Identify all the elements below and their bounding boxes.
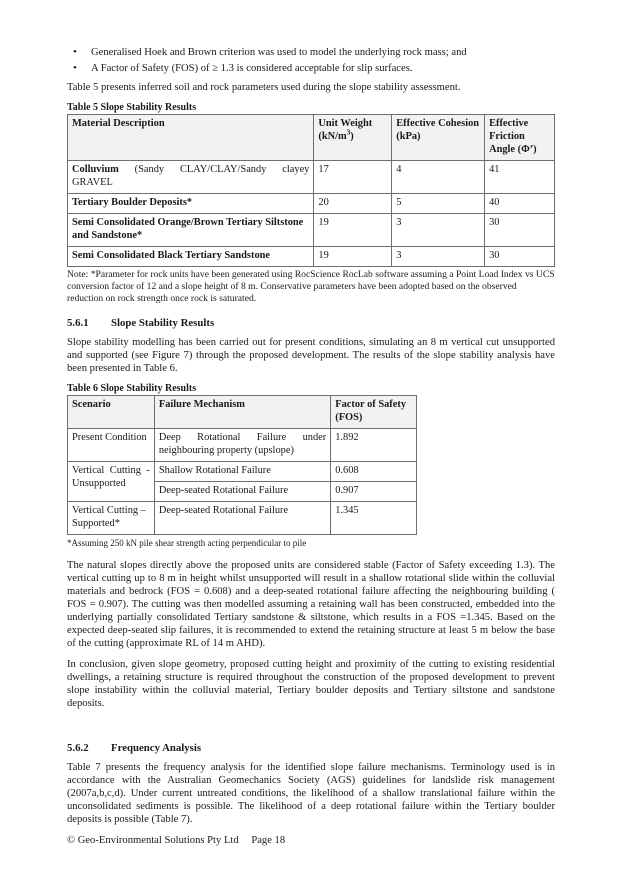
fos-cell: 1.345	[331, 502, 417, 535]
list-item: • A Factor of Safety (FOS) of ≥ 1.3 is considered acceptable for slip surfaces.	[67, 62, 555, 75]
cohesion-cell: 5	[392, 194, 485, 214]
section-5-6-1-paragraph: Slope stability modelling has been carried out for present conditions, simulating an 8 m vertical cut unsupported and supported (see Figure 7) through the proposed development. The results of the slope stability analysis have been presented in Table 6.	[67, 337, 555, 374]
table-row	[68, 429, 417, 462]
table5-slope-parameters	[67, 114, 555, 267]
fos-cell: 1.892	[331, 429, 417, 462]
table6-note: *Assuming 250 kN pile shear strength acting perpendicular to pile	[67, 538, 307, 548]
friction-cell: 40	[485, 194, 555, 214]
friction-cell: 30	[485, 247, 555, 267]
section-heading-5-6-2: 5.6.2 Frequency Analysis	[67, 742, 202, 754]
table6-slope-stability-results	[67, 395, 417, 535]
mechanism-cell: Deep-seated Rotational Failure	[154, 502, 330, 535]
table-header-row	[68, 115, 555, 161]
list-item: • Generalised Hoek and Brown criterion was used to model the underlying rock mass; and	[67, 46, 555, 59]
col-factor-of-safety: Factor of Safety (FOS)	[331, 396, 417, 429]
cohesion-cell: 3	[392, 214, 485, 247]
col-effective-friction-angle: Effective Friction Angle (Φ’)	[485, 115, 555, 161]
col-unit-weight: Unit Weight $(kN/m^3)$	[314, 115, 392, 161]
conclusion-paragraph: In conclusion, given slope geometry, proposed cutting height and proximity of the cutting to existing residential dwellings, a retaining structure is required throughout the construction of the proposed development to prevent slope instability within the colluvial material, Tertiary boulder deposits and Tertiary siltstone and sandstone deposits.	[67, 659, 555, 709]
scenario-cell: Vertical Cutting - Unsupported	[68, 462, 155, 502]
scenario-cell: Present Condition	[68, 429, 155, 462]
cohesion-cell: 3	[392, 247, 485, 267]
fos-cell: 0.608	[331, 462, 417, 482]
friction-cell: 41	[485, 161, 555, 194]
assumption-list	[67, 46, 555, 75]
document-page	[67, 46, 555, 826]
scenario-cell: Vertical Cutting – Supported*	[68, 502, 155, 535]
table-row	[68, 247, 555, 267]
material-cell: Colluvium (Sandy CLAY/CLAY/Sandy clayey GRAVEL	[68, 161, 314, 194]
friction-cell: 30	[485, 214, 555, 247]
footer-copyright: © Geo-Environmental Solutions Pty Ltd	[67, 835, 239, 846]
table5-note: Note: *Parameter for rock units have been generated using RocScience RocLab software assuming a Point Load Index vs UCS conversion factor of 12 and a slope height of 8 m. Conservative parameters have been adopted based on the observed reduction on rock strength once rock is saturated.	[67, 269, 555, 304]
mechanism-cell: Deep-seated Rotational Failure	[154, 482, 330, 502]
table-header-row	[68, 396, 417, 429]
col-scenario: Scenario	[68, 396, 155, 429]
table-row	[68, 161, 555, 194]
table-row	[68, 194, 555, 214]
table-row	[68, 214, 555, 247]
mechanism-cell: Deep Rotational Failure under neighbouring property (upslope)	[154, 429, 330, 462]
table6-caption: Table 6 Slope Stability Results	[67, 383, 197, 394]
col-effective-cohesion: Effective Cohesion (kPa)	[392, 115, 485, 161]
col-material-description: Material Description	[68, 115, 314, 161]
unit-weight-cell: 19	[314, 214, 392, 247]
section-heading-5-6-1: 5.6.1 Slope Stability Results	[67, 317, 215, 329]
material-cell: Semi Consolidated Black Tertiary Sandstone	[68, 247, 314, 267]
table5-caption: Table 5 Slope Stability Results	[67, 102, 197, 113]
page-footer	[67, 834, 285, 847]
fos-cell: 0.907	[331, 482, 417, 502]
material-cell: Tertiary Boulder Deposits*	[68, 194, 314, 214]
page-number: Page 18	[251, 835, 286, 846]
unit-weight-cell: 17	[314, 161, 392, 194]
unit-weight-cell: 20	[314, 194, 392, 214]
unit-weight-cell: 19	[314, 247, 392, 267]
cohesion-cell: 4	[392, 161, 485, 194]
table-row	[68, 462, 417, 482]
section-5-6-2-paragraph: Table 7 presents the frequency analysis for the identified slope failure mechanisms. Terminology used is in accordance with the Australian Geomechanics Society (AGS) guidelines for landslide risk management (2007a,b,c,d). Under current untreated conditions, the likelihood of a shallow translational failure within the unconsolidated sediments is possible. The likelihood of a deep rotational failure within the Tertiary boulder deposits is possible (Table 7).	[67, 762, 555, 825]
col-failure-mechanism: Failure Mechanism	[154, 396, 330, 429]
material-cell: Semi Consolidated Orange/Brown Tertiary Siltstone and Sandstone*	[68, 214, 314, 247]
natural-slopes-paragraph: The natural slopes directly above the proposed units are considered stable (Factor of Safety exceeding 1.3). The vertical cutting up to 8 m in height whilst unsupported will result in a shallow rotational slide within the colluvial materials and bedrock (FOS = 0.608) and a deep-seated rotational failure affecting the neighbouring building ( FOS = 0.907). The cutting was then modelled assuming a retaining wall has been constructed, embedded into the underlying partially consolidated Tertiary sandstone & siltstone, which results in a FOS =1.345. Based on the expected deep-seated slip failures, it is recommended to extend the retaining structure at least 5 m below the base of the cutting (approximate RL of 14 m AHD).	[67, 560, 555, 649]
mechanism-cell: Shallow Rotational Failure	[154, 462, 330, 482]
table-row	[68, 502, 417, 535]
table5-intro: Table 5 presents inferred soil and rock parameters used during the slope stability assessment.	[67, 82, 461, 93]
